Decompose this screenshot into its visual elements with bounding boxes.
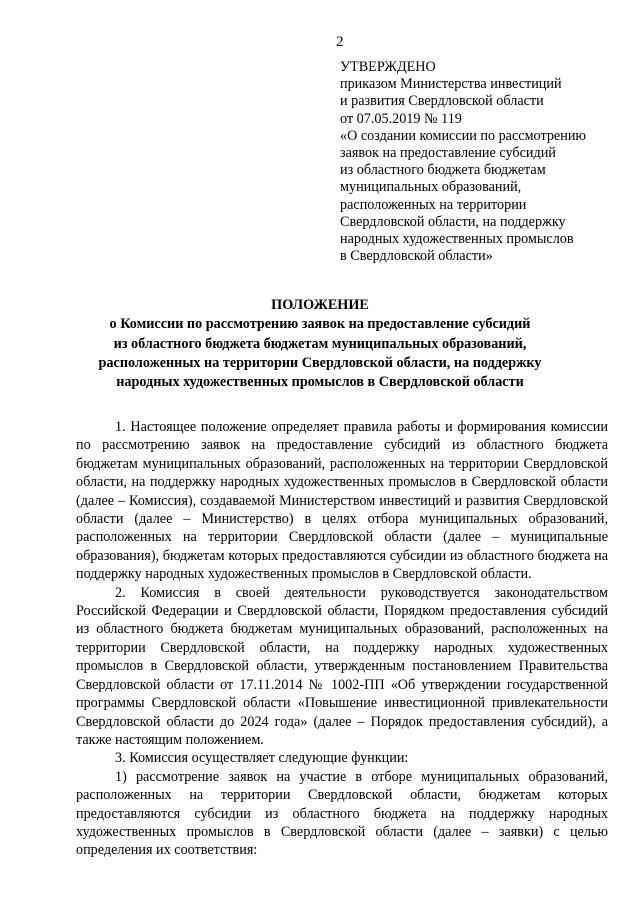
approval-line: от 07.05.2019 № 119 [340, 110, 462, 127]
heading-subtitle-line: народных художественных промыслов в Свердловской области [116, 374, 524, 391]
paragraph-3-item-1: 1) рассмотрение заявок на участие в отборе муниципальных образований, расположенных на территории Свердловской области, бюджетам которых предоставляются субсидии из областного бюджета на поддержку народных художественных промыслов в Свердловской области (далее – заявки) с целью определения их соответствия: [76, 768, 608, 859]
paragraph-2: 2. Комиссия в своей деятельности руководствуется законодательством Российской Федерации и Свердловской области, Порядком предоставления субсидий из областного бюджета бюджетам муниципальных образований, расположенных на территории Свердловской области, на поддержку народных художественных промыслов в Свердловской области, утвержденным постановлением Правительства Свердловской области от 17.11.2014 № 1002-ПП «Об утверждении государственной программы Свердловской области «Повышение инвестиционной привлекательности Свердловской области до 2024 года» (далее – Порядок предоставления субсидий), а также настоящим положением. [76, 584, 608, 748]
paragraph-3: 3. Комиссия осуществляет следующие функции: [115, 750, 409, 767]
approval-line: «О создании комиссии по рассмотрению [340, 127, 587, 144]
document-body [76, 418, 608, 860]
approval-line: приказом Министерства инвестиций [340, 76, 562, 93]
heading-subtitle-line: из областного бюджета бюджетам муниципальных образований, [113, 335, 527, 352]
heading-subtitle-line: о Комиссии по рассмотрению заявок на предоставление субсидий [109, 316, 531, 333]
approval-line: УТВЕРЖДЕНО [340, 59, 436, 75]
document-heading [0, 296, 640, 392]
approval-line: народных художественных промыслов [340, 231, 574, 248]
approval-line: заявок на предоставление субсидий [340, 145, 556, 162]
page-number: 2 [336, 34, 344, 50]
paragraph-1: 1. Настоящее положение определяет правила работы и формирования комиссии по рассмотрению заявок на предоставление субсидий из областного бюджета бюджетам муниципальных образований, расположенных на территории Свердловской области, на поддержку народных художественных промыслов в Свердловской области (далее – Комиссия), создаваемой Министерством инвестиций и развития Свердловской области (далее – Министерство) в целях отбора муниципальных образований, расположенных на территории Свердловской области (далее – муниципальные образования), бюджетам которых предоставляются субсидии из областного бюджета на поддержку народных художественных промыслов в Свердловской области. [76, 419, 608, 583]
heading-title: ПОЛОЖЕНИЕ [271, 297, 369, 313]
approval-line: и развития Свердловской области [340, 93, 544, 110]
approval-line: Свердловской области, на поддержку [340, 213, 566, 230]
approval-line: из областного бюджета бюджетам [340, 162, 546, 179]
approval-line: в Свердловской области» [340, 248, 493, 265]
approval-line: расположенных на территории [340, 196, 527, 213]
approval-block [340, 59, 630, 265]
approval-line: муниципальных образований, [340, 179, 522, 196]
heading-subtitle-line: расположенных на территории Свердловской области, на поддержку [98, 354, 542, 371]
